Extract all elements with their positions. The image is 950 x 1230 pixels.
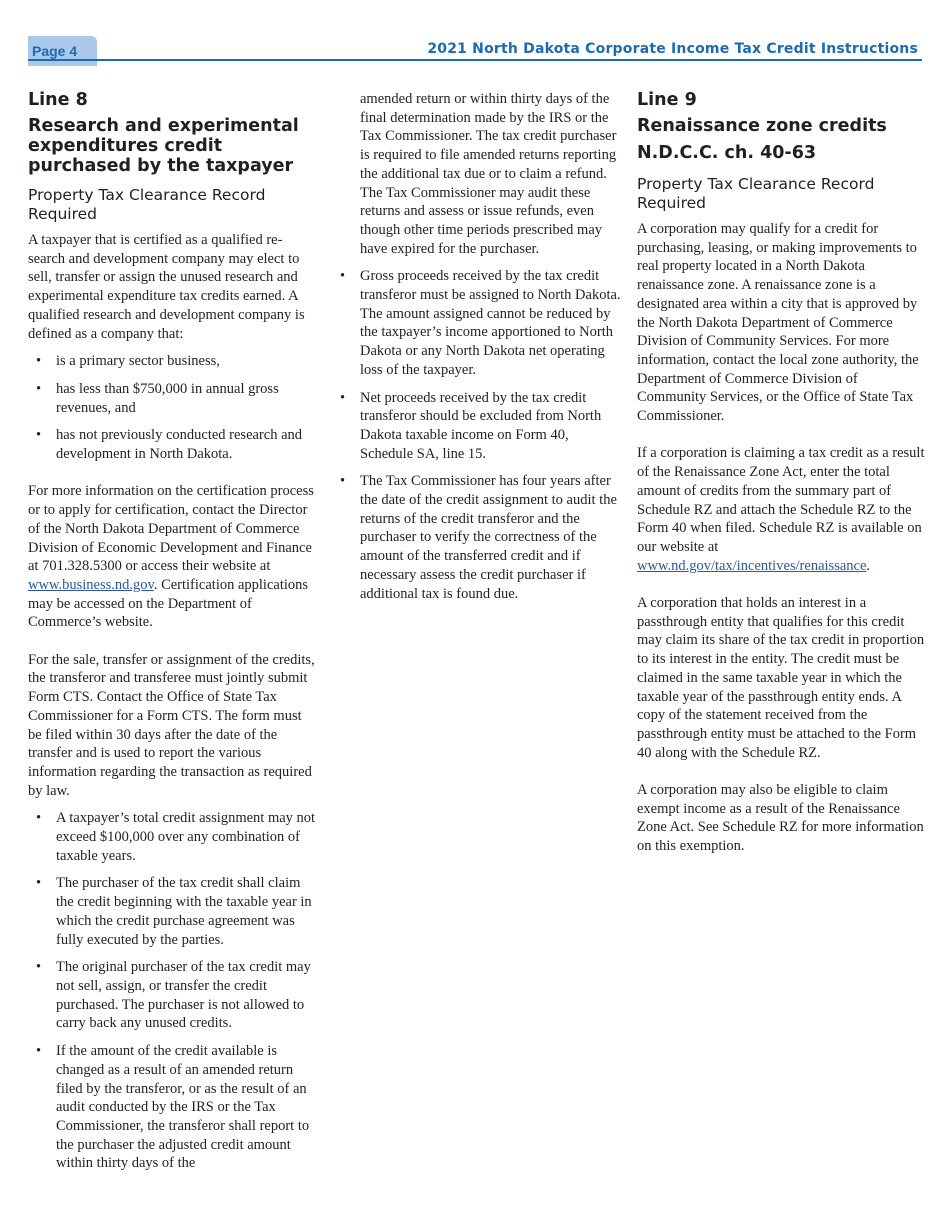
line-9-paragraph-1: A corporation may qualify for a credit for purchasing, leasing, or making improvements to real property located in a North Dakota renaissance zone. A renaissance zone is a designated area within a city that is approved by the North Dakota Department of Commerce Division of Community Services. For more information, contact the local zone authority, the Department of Commerce Division of Community Services, or the Office of State Tax Commissioner. [637,221,919,425]
line-8-paragraph-2: For more information on the certification process or to apply for certification, contact the Director of the North Dakota Department of Commerce Division of Economic Development and Finance at 701.328.5300 or access their website at www.business.nd.gov. Certification applications may be accessed on the Department of Commerce’s website. [28,483,314,631]
line-8-subhead: Property Tax Clearance Record Required [28,186,266,223]
line-8-paragraph-3: For the sale, transfer or assignment of the credits, the transferor and transferee must jointly submit Form CTS. Contact the Office of State Tax Commissioner for a Form CTS. The form must be filed within 30 days after the date of the transfer and is used to report the various information regarding the transaction as required by law. [28,651,315,799]
bullet-icon: • [36,380,42,397]
bullet-icon: • [36,959,42,976]
list-item: • Net proceeds received by the tax credit transferor should be excluded from North Dakota taxable income on Form 40, Schedule SA, line 15. [340,389,602,462]
line-9-paragraph-3: A corporation that holds an interest in a passthrough entity that qualifies for this credit may claim its share of the tax credit in proportion to its interest in the entity. The credit must be claimed in the same taxable year in which the taxable year of the passthrough entity ends. A copy of the statement received from the passthrough entity must be attached to the Form 40 along with the Schedule RZ. [637,595,925,761]
column-2 [338,90,622,603]
header-divider [28,59,922,61]
list-item: • If the amount of the credit available is changed as a result of an amended return filed by the transferor, or as the result of an audit conducted by the IRS or the Tax Commissioner, the transferor shall report to the purchaser the adjusted credit amount within thirty days of the [36,1043,310,1172]
line-9-paragraph-4: A corporation may also be eligible to claim exempt income as a result of the Renaissance Zone Act. See Schedule RZ for more information on this exemption. [637,782,924,855]
line-8-paragraph-1: A taxpayer that is certified as a qualified re-search and development company may elect to sell, transfer or assign the unused research and experimental expenditure tax credits earned. A qualified research and development company is defined as a company that: [28,232,305,342]
list-item: • is a primary sector business, [36,353,220,370]
column-3 [637,88,927,856]
line-9-subhead: Property Tax Clearance Record Required [637,175,875,212]
line-9-paragraph-2: If a corporation is claiming a tax credit as a result of the Renaissance Zone Act, enter the total amount of credits from the summary part of Schedule RZ and attach the Schedule RZ to the Form 40 when filed. Schedule RZ is available on our website at www.nd.gov/tax/incentives/renaissance. [637,445,925,574]
page-number-tab: Page 4 [28,36,97,66]
list-item: • Gross proceeds received by the tax credit transferor must be assigned to North Dakota. The amount assigned cannot be reduced by the taxpayer’s income apportioned to North Dakota or any North Dakota net operating loss of the taxpayer. [340,268,621,378]
bullet-icon: • [36,427,42,444]
line-8-title: Research and experimental expenditures credit purchased by the taxpayer [28,116,299,176]
document-title: 2021 North Dakota Corporate Income Tax Credit Instructions [427,41,918,57]
line-9-statute: N.D.C.C. ch. 40-63 [637,143,817,163]
bullet-icon: • [36,875,42,892]
column-1 [28,88,318,1173]
line-8-bullet-list-3 [338,267,622,603]
bullet-icon: • [36,353,42,370]
line-9-label: Line 9 [637,90,697,110]
business-nd-gov-link[interactable]: www.business.nd.gov [28,576,154,593]
bullet-icon: • [340,268,346,285]
line-8-bullet-list-1 [28,352,318,464]
line-8-continuation: amended return or within thirty days of the final determination made by the IRS or the Tax Commissioner. The tax credit purchaser is required to file amended returns reporting the additional tax due or to claim a refund. The Tax Commissioner may audit these returns and assess or issue refunds, even though other time periods prescribed may have expired for the purchaser. [360,91,617,257]
list-item: • The Tax Commissioner has four years after the date of the credit assignment to audit the returns of the credit transferor and the purchaser to verify the correctness of the amount of the transferred credit and if necessary assess the credit purchaser if additional tax is found due. [340,473,617,602]
line-9-title: Renaissance zone credits [637,116,887,136]
list-item: • The original purchaser of the tax credit may not sell, assign, or transfer the credit purchased. The purchaser is not allowed to carry back any unused credits. [36,959,311,1032]
bullet-icon: • [36,1043,42,1060]
line-8-label: Line 8 [28,90,88,110]
page-header [28,34,922,66]
list-item: • A taxpayer’s total credit assignment may not exceed $100,000 over any combination of taxable years. [36,810,316,864]
list-item: • has not previously conducted research and development in North Dakota. [36,427,303,463]
renaissance-link[interactable]: www.nd.gov/tax/incentives/renaissance [637,557,867,574]
line-8-bullet-list-2 [28,809,318,1173]
bullet-icon: • [340,473,346,490]
bullet-icon: • [340,389,346,406]
list-item: • The purchaser of the tax credit shall claim the credit beginning with the taxable year in which the credit purchase agreement was fully executed by the parties. [36,875,312,948]
bullet-icon: • [36,810,42,827]
list-item: • has less than $750,000 in annual gross revenues, and [36,380,279,416]
